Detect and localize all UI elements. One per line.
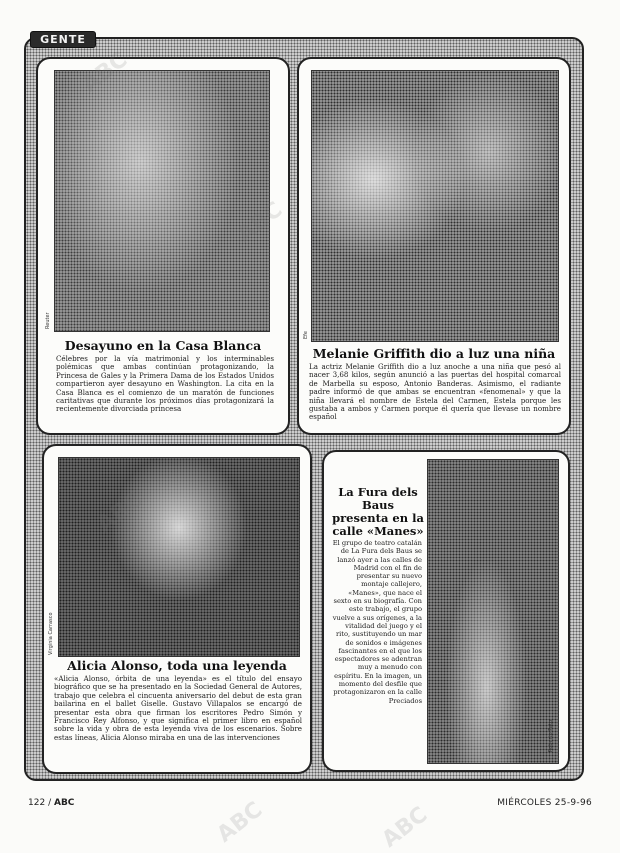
watermark: ABC: [377, 802, 433, 853]
story-photo-melanie-griffith: [311, 70, 559, 342]
issue-date: MIÉRCOLES 25-9-96: [497, 798, 592, 808]
publication-name: ABC: [53, 798, 75, 808]
story-card-melanie-griffith: [297, 57, 571, 435]
photo-credit: Virginia Carrasco: [48, 612, 54, 655]
story-headline: Melanie Griffith dio a luz una niña: [312, 346, 556, 361]
section-label: GENTE: [30, 31, 96, 48]
photo-credit: Reuter: [45, 312, 51, 329]
story-photo-alicia-alonso: [58, 457, 300, 657]
story-photo-casa-blanca: [54, 70, 270, 332]
story-headline: Alicia Alonso, toda una leyenda: [67, 658, 287, 673]
footer-separator: /: [48, 798, 52, 808]
story-card-casa-blanca: [36, 57, 290, 435]
story-photo-la-fura: [427, 459, 559, 764]
story-body: El grupo de teatro catalán de La Fura dels Baus se lanzó ayer a las calles de Madrid con el fin de presentar su nuevo montaje callejero, «Manes», que nace el sexto en su biografía. Con este trabajo, el grupo vuelve a sus orígenes, a la vitalidad del juego y el rito, sustituyendo un mar de sonidos e imágenes fascinantes en el que los espectadores se adentran muy a menudo con espíritu. En la imagen, un momento del desfile que protagonizaron en la calle Preciados: [332, 539, 422, 705]
story-body: La actriz Melanie Griffith dio a luz anoche a una niña que pesó al nacer 3,68 kilos, según anunció a las puertas del hospital comarcal de Marbella su esposo, Antonio Banderas. Asimismo, el radiante padre informó de que ambas se encuentran «fenomenal» y que la niña llevará el nombre de Estela del Carmen, Estela porque les gustaba a ambos y Carmen porque él quería que llevase un nombre español: [309, 363, 561, 422]
watermark: ABC: [212, 797, 268, 848]
photo-credit: Roberto Pato: [548, 719, 554, 752]
story-body: «Alicia Alonso, órbita de una leyenda» es el título del ensayo biográfico que se ha presentado en la Sociedad General de Autores, trabajo que celebra el cincuenta aniversario del debut de esta gran bailarina en el ballet Giselle. Gustavo Villapalos se encargó de presentar esta obra que firman los escritores Pedro Simón y Francisco Rey Alfonso, y que significa el primer libro en español sobre la vida y obra de esta leyenda viva de los escenarios. Sobre estas líneas, Alicia Alonso miraba en una de las intervenciones: [54, 675, 302, 742]
story-headline: La Fura dels Baus presenta en la calle «Manes»: [332, 485, 424, 538]
page-number: 122: [28, 798, 46, 808]
story-headline: Desayuno en la Casa Blanca: [64, 338, 262, 353]
page-footer-left: [28, 798, 74, 808]
story-card-alicia-alonso: [42, 444, 312, 774]
photo-credit: Efe: [303, 331, 309, 339]
story-body: Célebres por la vía matrimonial y los interminables polémicas que ambas continúan protagonizando, la Princesa de Gales y la Primera Dama de los Estados Unidos compartieron ayer desayuno en Washington. La cita en la Casa Blanca es el comienzo de un maratón de funciones caritativas que durante los próximos días protagonizará la recientemente divorciada princesa: [56, 355, 274, 414]
